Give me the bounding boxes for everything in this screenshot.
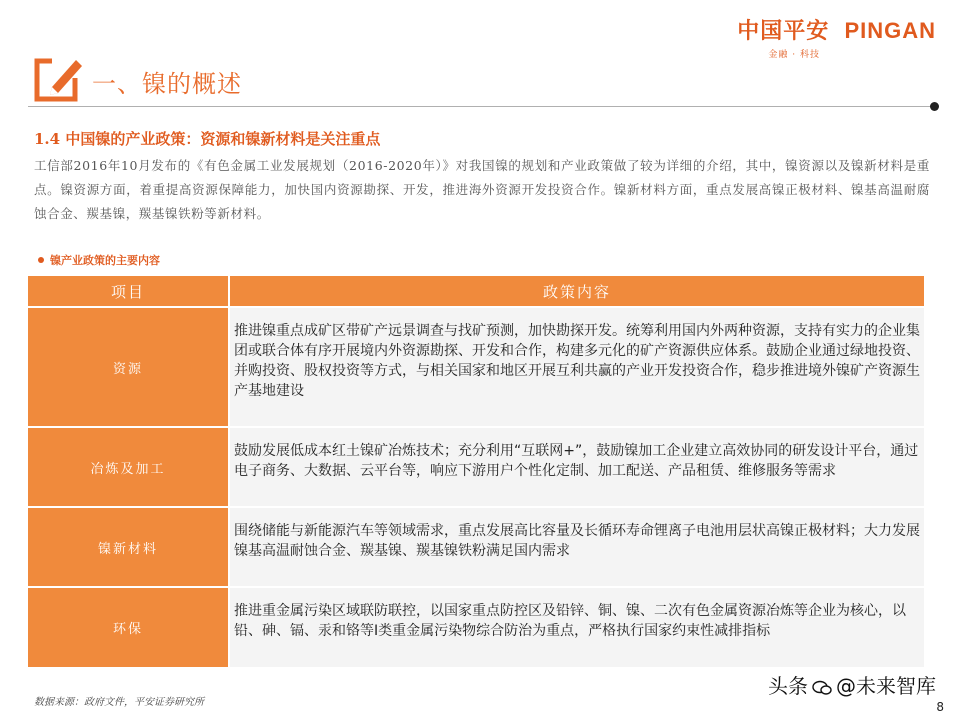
page-number: 8 [936, 700, 944, 714]
table-row [28, 587, 924, 667]
table-row [28, 307, 924, 427]
table-caption-text: 镍产业政策的主要内容 [50, 254, 160, 267]
bullet-dot-icon [38, 257, 44, 263]
data-source-note: 数据来源：政府文件，平安证券研究所 [34, 697, 204, 708]
intro-paragraph: 工信部2016年10月发布的《有色金属工业发展规划（2016-2020年）》对我国镍的规划和产业政策做了较为详细的介绍，其中，镍资源以及镍新材料是重点。镍资源方面，着重提高资源保障能力，加快国内资源勘探、开发，推进海外资源开发投资合作。镍新材料方面，重点发展高镍正极材料、镍基高温耐腐蚀合金、羰基镍，羰基镍铁粉等新材料。 [34, 158, 930, 221]
watermark [768, 670, 936, 699]
row-item-environment: 环保 [28, 587, 229, 667]
row-content-smelting: 鼓励发展低成本红土镍矿冶炼技术；充分利用“互联网+”，鼓励镍加工企业建立高效协同的研发设计平台，通过电子商务、大数据、云平台等，响应下游用户个性化定制、加工配送、产品租赁、维修服务等需求 [229, 427, 924, 507]
table-header-row [28, 276, 924, 307]
row-content-environment: 推进重金属污染区域联防联控，以国家重点防控区及铅锌、铜、镍、二次有色金属资源冶炼等企业为核心，以铅、砷、镉、汞和铬等Ⅰ类重金属污染物综合防治为重点，严格执行国家约束性减排指标 [229, 587, 924, 667]
logo-tagline: 金融 · 科技 [768, 50, 820, 60]
logo-text [737, 14, 936, 45]
logo-en: PINGAN [844, 18, 936, 43]
divider-end-dot [930, 102, 939, 111]
table-row [28, 427, 924, 507]
row-item-smelting: 冶炼及加工 [28, 427, 229, 507]
pencil-note-icon [34, 54, 84, 104]
row-item-resources: 资源 [28, 307, 229, 427]
slide-subtitle: 1.4 中国镍的产业政策：资源和镍新材料是关注重点 [34, 130, 381, 148]
table-row [28, 507, 924, 587]
wechat-bubble-icon [812, 680, 832, 696]
company-logo [737, 14, 936, 60]
row-content-resources: 推进镍重点成矿区带矿产远景调查与找矿预测，加快勘探开发。统筹利用国内外两种资源，支持有实力的企业集团或联合体有序开展境内外资源勘探、开发和合作，构建多元化的矿产资源供应体系。鼓励企业通过绿地投资、并购投资、股权投资等方式，与相关国家和地区开展互利共赢的产业开发投资合作，稳步推进境外镍矿产资源生产基地建设 [229, 307, 924, 427]
table-caption [38, 252, 160, 268]
section-title: 一、镍的概述 [92, 70, 242, 98]
policy-table [28, 276, 924, 667]
title-divider [28, 106, 936, 107]
row-item-new-materials: 镍新材料 [28, 507, 229, 587]
logo-cn: 中国平安 [737, 18, 830, 43]
watermark-right: @未来智库 [836, 674, 936, 698]
header-item: 项目 [28, 276, 229, 307]
row-content-new-materials: 围绕储能与新能源汽车等领域需求，重点发展高比容量及长循环寿命锂离子电池用层状高镍正极材料；大力发展镍基高温耐蚀合金、羰基镍、羰基镍铁粉满足国内需求 [229, 507, 924, 587]
header-content: 政策内容 [229, 276, 924, 307]
watermark-left: 头条 [768, 674, 808, 698]
